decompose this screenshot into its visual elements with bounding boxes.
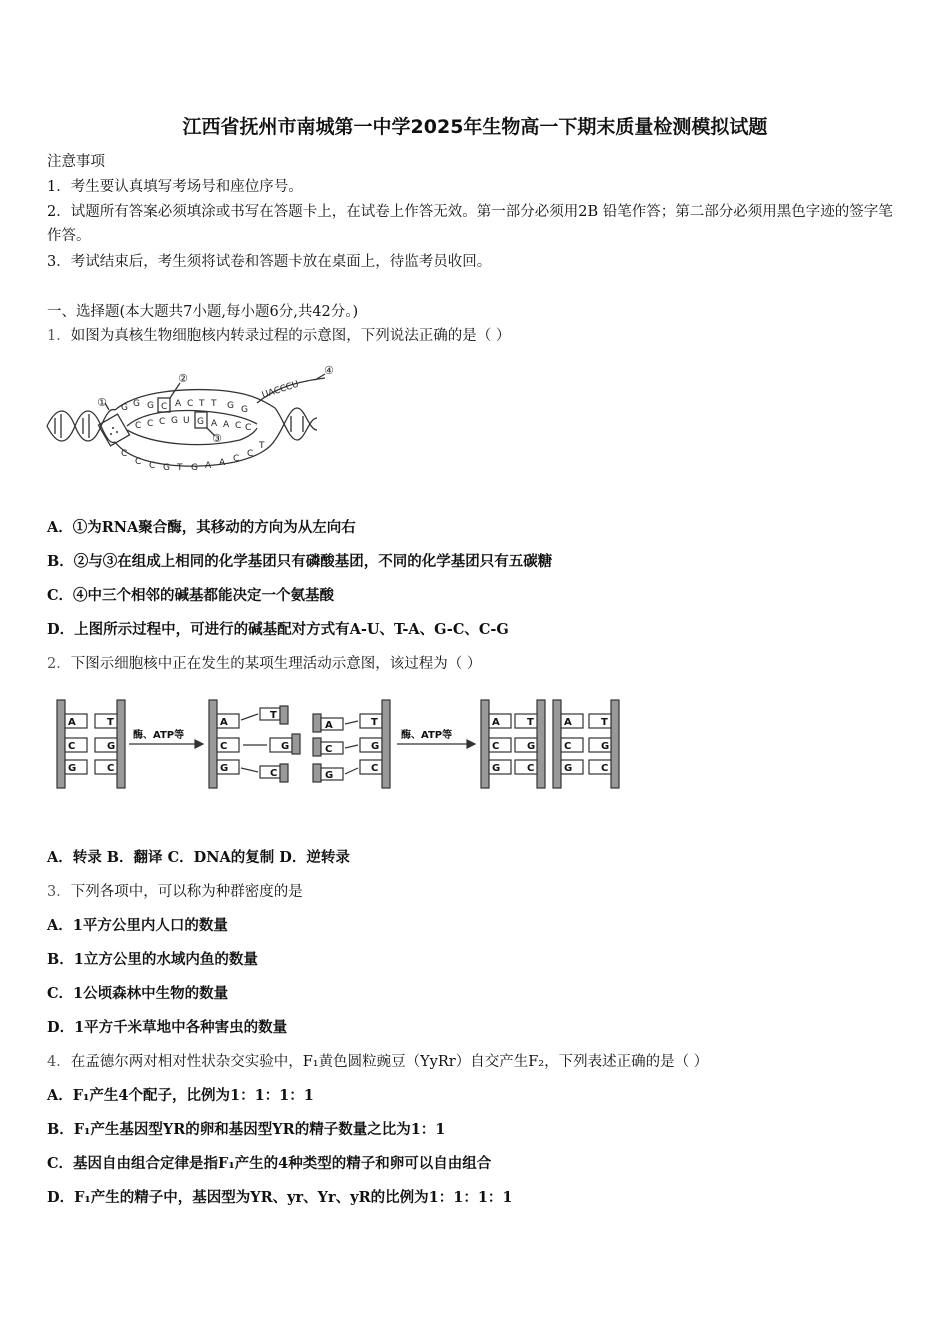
question-number: 3． bbox=[47, 884, 71, 900]
base: C bbox=[187, 399, 194, 409]
base-label: C bbox=[107, 763, 115, 774]
base-label: T bbox=[107, 717, 114, 728]
base-label: G bbox=[527, 741, 536, 752]
released-rna: UACCCU bbox=[260, 379, 301, 401]
base: G bbox=[191, 463, 198, 473]
base: C bbox=[235, 421, 242, 431]
question-4-stem bbox=[47, 1052, 708, 1072]
base-label: G bbox=[107, 741, 116, 752]
base-label: T bbox=[270, 710, 277, 721]
base-label: A bbox=[492, 717, 500, 728]
question-1-stem bbox=[47, 326, 510, 346]
question-number: 4． bbox=[47, 1054, 71, 1070]
base: C bbox=[121, 449, 128, 459]
question-text: 下图示细胞核中正在发生的某项生理活动示意图，该过程为（ ） bbox=[70, 656, 482, 672]
option: D．1平方千米草地中各种害虫的数量 bbox=[47, 1019, 288, 1036]
base-label: C bbox=[325, 744, 333, 755]
marker-3: ③ bbox=[212, 432, 222, 445]
base-label: G bbox=[281, 741, 290, 752]
base: G bbox=[121, 403, 128, 413]
question-text: 在孟德尔两对相对性状杂交实验中，F₁黄色圆粒豌豆（YyRr）自交产生F₂，下列表述正确的是（ ） bbox=[70, 1054, 709, 1070]
base-label: G bbox=[492, 763, 501, 774]
base: C bbox=[149, 461, 156, 471]
base: G bbox=[241, 405, 248, 415]
base: C bbox=[135, 457, 142, 467]
base: U bbox=[183, 416, 190, 426]
question-3-stem bbox=[47, 882, 303, 902]
base: C bbox=[161, 402, 168, 412]
base-label: T bbox=[371, 717, 378, 728]
base: C bbox=[159, 417, 166, 427]
option: B．②与③在组成上相同的化学基团只有磷酸基团，不同的化学基团只有五碳糖 bbox=[47, 553, 553, 570]
base: A bbox=[223, 420, 230, 430]
transcription-diagram bbox=[45, 358, 345, 488]
base: C bbox=[147, 419, 154, 429]
option: C．基因自由组合定律是指F₁产生的4种类型的精子和卵可以自由组合 bbox=[47, 1155, 492, 1172]
question-number: 2． bbox=[47, 656, 71, 672]
option: D．F₁产生的精子中，基因型为YR、yr、Yr、yR的比例为1：1：1：1 bbox=[47, 1189, 513, 1206]
question-text: 下列各项中，可以称为种群密度的是 bbox=[70, 884, 303, 900]
base: C bbox=[247, 449, 254, 459]
base-label: A bbox=[68, 717, 76, 728]
base: G bbox=[227, 401, 234, 411]
notice-item: 3．考试结束后，考生须将试卷和答题卡放在桌面上，待监考员收回。 bbox=[47, 254, 492, 270]
base-label: A bbox=[325, 720, 333, 731]
base-label: T bbox=[601, 717, 608, 728]
base: T bbox=[259, 441, 265, 451]
base-label: G bbox=[68, 763, 77, 774]
base: G bbox=[147, 401, 154, 411]
base-label: C bbox=[270, 768, 278, 779]
question-2-stem bbox=[47, 654, 481, 674]
base-label: C bbox=[601, 763, 609, 774]
base-label: A bbox=[220, 717, 228, 728]
base: G bbox=[171, 416, 178, 426]
option: C．④中三个相邻的碱基都能决定一个氨基酸 bbox=[47, 587, 335, 604]
arrow-label-2: 酶、ATP等 bbox=[401, 730, 453, 741]
base: G bbox=[133, 399, 140, 409]
base: T bbox=[177, 463, 183, 473]
base-label: G bbox=[601, 741, 610, 752]
option: A．①为RNA聚合酶，其移动的方向为从左向右 bbox=[47, 519, 356, 536]
option: A．F₁产生4个配子，比例为1：1：1：1 bbox=[47, 1087, 314, 1104]
notice-item: 1．考生要认真填写考场号和座位序号。 bbox=[47, 179, 303, 195]
base: T bbox=[199, 399, 205, 409]
option: B．F₁产生基因型YR的卵和基因型YR的精子数量之比为1：1 bbox=[47, 1121, 446, 1138]
base-label: T bbox=[527, 717, 534, 728]
marker-1: ① bbox=[97, 396, 107, 409]
base: A bbox=[219, 458, 226, 468]
base-label: G bbox=[325, 770, 334, 781]
base-label: G bbox=[564, 763, 573, 774]
arrow-label-1: 酶、ATP等 bbox=[133, 730, 185, 741]
replication-diagram bbox=[55, 698, 625, 793]
base: C bbox=[233, 454, 240, 464]
base: T bbox=[211, 399, 217, 409]
base: A bbox=[175, 399, 182, 409]
base-label: G bbox=[220, 763, 229, 774]
notice-item: 2．试题所有答案必须填涂或书写在答题卡上，在试卷上作答无效。第一部分必须用2B 铅笔作答；第二部分必须用黑色字迹的签字笔作答。 bbox=[47, 204, 893, 244]
marker-4: ④ bbox=[324, 364, 334, 377]
option: C．1公顷森林中生物的数量 bbox=[47, 985, 229, 1002]
base: C bbox=[245, 423, 252, 433]
page-title: 江西省抚州市南城第一中学2025年生物高一下期末质量检测模拟试题 bbox=[182, 116, 768, 138]
marker-2: ② bbox=[178, 372, 188, 385]
base-label: C bbox=[564, 741, 572, 752]
option: A．1平方公里内人口的数量 bbox=[47, 917, 228, 934]
question-number: 1． bbox=[47, 328, 71, 344]
base: G bbox=[163, 463, 170, 473]
base-label: C bbox=[68, 741, 76, 752]
notice-heading: 注意事项 bbox=[47, 154, 105, 170]
base-label: C bbox=[371, 763, 379, 774]
option: D．上图所示过程中，可进行的碱基配对方式有A-U、T-A、G-C、C-G bbox=[47, 621, 509, 638]
base-label: C bbox=[527, 763, 535, 774]
base-label: A bbox=[564, 717, 572, 728]
options-line: A．转录 B．翻译 C．DNA的复制 D．逆转录 bbox=[47, 849, 350, 866]
base-label: G bbox=[371, 741, 380, 752]
base: C bbox=[135, 421, 142, 431]
base-label: C bbox=[220, 741, 228, 752]
question-text: 如图为真核生物细胞核内转录过程的示意图，下列说法正确的是（ ） bbox=[70, 328, 511, 344]
base: G bbox=[197, 417, 204, 427]
option: B．1立方公里的水域内鱼的数量 bbox=[47, 951, 258, 968]
base-label: C bbox=[492, 741, 500, 752]
base: A bbox=[211, 419, 218, 429]
base: A bbox=[205, 461, 212, 471]
section-heading: 一、选择题(本大题共7小题,每小题6分,共42分。) bbox=[47, 304, 359, 320]
